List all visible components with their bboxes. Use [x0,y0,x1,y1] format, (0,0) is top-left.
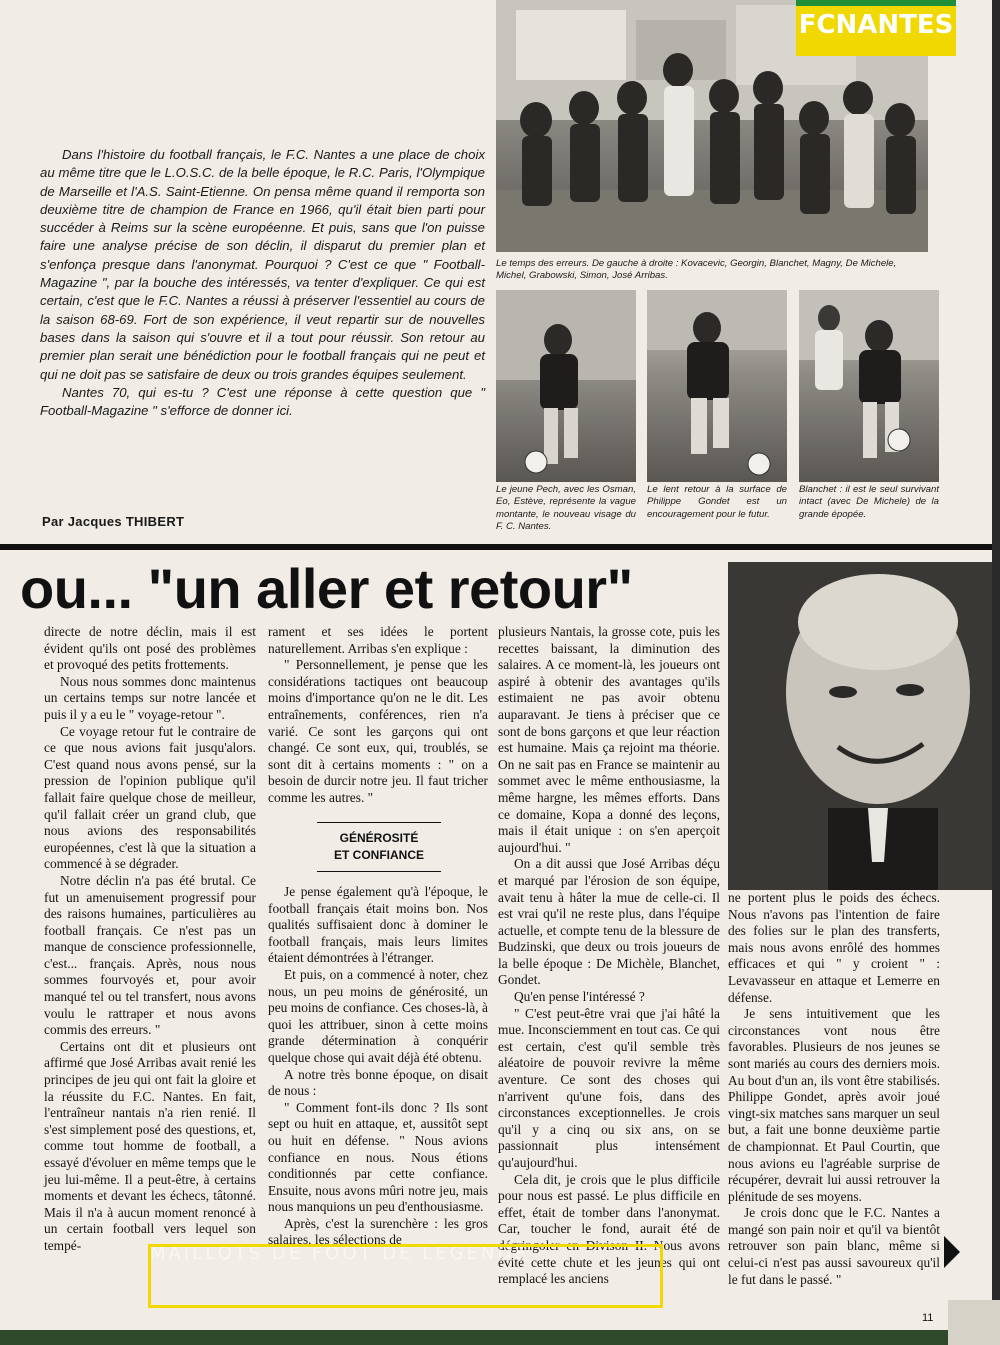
pech-caption: Le jeune Pech, avec les Osman, Eo, Estève, représente la vague montante, le nouveau visage du F. C. Nantes. [496,484,636,532]
article-column-3 [498,624,720,1288]
article-paragraph: Cela dit, je crois que le plus difficile pour nous est passé. Le plus difficile en effet, était de tomber dans l'anonymat. Car, toucher le fond, aurait été de dégringoler en Divison II. Nous avons évité cette chute et les jeunes qui ont remplacé les anciens [498,1171,720,1287]
article-paragraph: Notre déclin n'a pas été brutal. Ce fut un amenuisement progressif pour des raisons humaines, particulières au football français. Ce n'est pas un manque de conscience professionnelle, c'est... français. Après, nous nous sommes fourvoyés et, pour avoir manqué tel ou tel transfert, nous avons voulu le rattraper et nous avons commis des erreurs. " [44,872,256,1038]
article-paragraph: " Personnellement, je pense que les considérations tactiques ont beaucoup moins d'importance qu'on ne le dit. Les entraînements, conférences, rien n'a varié. Ce sont les garçons qui ont changé. Ce sont eux, qui, troublés, se sont dit à certains moments : " on a besoin de durcir notre jeu. Il faut tricher comme les autres. " [268,657,488,805]
bottom-background-band [0,1330,992,1345]
arribas-portrait [728,562,992,890]
article-paragraph: Qu'en pense l'intéressé ? [514,989,645,1005]
article-column-1 [44,624,256,1255]
subheading-box [317,822,441,872]
continue-arrow-icon [944,1236,960,1268]
subheading-line: ET CONFIANCE [334,848,424,862]
article-paragraph: Certains ont dit et plusieurs ont affirmé que José Arribas avait renié les principes de jeu qui ont fait la gloire et la réussite du F.C. Nantes. En fait, l'entraîneur nantais n'a rien renié. Il s'est simplement posé des questions, et, comme tout homme de football, a essayé d'évoluer en même temps que le jeu lui-même. Il a peut-être, à certains moments et devant les échecs, tâtonné. Mais il n'a à aucun moment renoncé à un certain football vers lequel son tempé- [44,1038,256,1253]
article-column-2-top [268,624,488,807]
article-paragraph: On a dit aussi que José Arribas déçu et marqué par l'érosion de son équipe, avait tenu à hâter la mue de celle-ci. Il est vrai qu'il ne reste plus, dans l'équipe actuelle, et compte tenu de la blessure de Budzinski, que deux ou trois joueurs de la belle époque : De Michèle, Blanchet, Gondet. [498,856,720,988]
article-column-2-bottom [268,884,488,1249]
watermark-frame [148,1244,663,1308]
page-number: 11 [922,1312,934,1324]
article-paragraph: Je sens intuitivement que les circonstances vont nous être favorables. Plusieurs de nos jeunes se sont mariés au cours des derniers mois. Au bout d'un an, ils vont être stabilisés. Philippe Gondet, après avoir joué vingt-six matches sans marquer un seul but, a fait une bonne deuxième partie de championnat. Et Paul Courtin, que nous avions eu l'agréable surprise de récupérer, devrait lui aussi retrouver la plénitude de ses moyens. [728,1006,940,1204]
gondet-photo [647,290,787,482]
article-paragraph: Après, c'est la surenchère : les gros salaires, les sélections de [268,1215,488,1248]
pech-photo-image [496,290,636,482]
intro-text [40,146,485,420]
article-paragraph: Et puis, on a commencé à noter, chez nous, un peu moins de générosité, un peu moins de confiance. Ces choses-là, à quoi les attribuer, sinon à cette moins grande détermination à conquérir quelque chose qui avait déjà été obtenu. [268,966,488,1065]
watermark-text: MAILLOTS DE FOOT DE LEGENDE [150,1243,529,1264]
article-column-4 [728,890,940,1288]
intro-paragraph: Dans l'histoire du football français, le F.C. Nantes a une place de choix au même titre que le L.O.S.C. de la belle époque, le R.C. Paris, l'Olympique de Marseille et l'A.S. Saint-Etienne. On pensa même quand il remporta son deuxième titre de champion de France en 1966, qu'il était bien parti pour succéder à Reims sur la scène européenne. Et puis, sans que l'on puisse faire une analyse précise de son déclin, il disparut du premier plan et s'enfonça presque dans l'anonymat. Pourquoi ? C'est ce que " Football-Magazine ", par la bouche des intéressés, va tenter d'expliquer. Ce qui est certain, c'est que le F.C. Nantes a réussi à préserver l'essentiel au cours de la saison 68-69. Fort de son expérience, il veut repartir sur de nouvelles bases dans la saison qui s'ouvre et il a tout pour réussir. Son retour au premier plan serait une bénédiction pour le football français qui ne peut et qui ne doit pas se satisfaire de deux ou trois grandes équipes seulement. [40,147,485,382]
fc-nantes-logo [796,0,956,56]
article-paragraph: ne portent plus le poids des échecs. Nous n'avons pas l'intention de faire des folies sur le plan des transferts, mais nous avons enrôlé des hommes efficaces et qui " y croient " : Levavasseur en attaque et Lemerre en défense. [728,890,940,1005]
pech-photo [496,290,636,482]
section-divider [0,544,992,550]
team-photo-caption: Le temps des erreurs. De gauche à droite : Kovacevic, Georgin, Blanchet, Magny, De Michele, Michel, Grabowski, Simon, José Arribas. [496,258,897,282]
article-paragraph: directe de notre déclin, mais il est évident qu'ils ont posé des problèmes et provoqué des petits frottements. [44,624,256,673]
gondet-caption: Le lent retour à la surface de Philippe Gondet est un encouragement pour le futur. [647,484,787,520]
blanchet-photo [799,290,939,482]
logo-text: FCNANTES [798,10,954,40]
article-paragraph: " Comment font-ils donc ? Ils sont sept ou huit en attaque, et, aussitôt sept ou huit en défense. " Nous avions confiance en nous. Nous étions conditionnés par cette confiance. Ensuite, nous avons mûri notre jeu, mais nous manquions un peu d'enthousiasme. [268,1099,488,1215]
article-paragraph: Je crois donc que le F.C. Nantes a mangé son pain noir et qu'il va bientôt retrouver son pain blanc, même si celui-ci n'est pas aussi savoureux qu'il le fut dans le passé. " [728,1205,940,1287]
article-paragraph: rament et ses idées le portent naturellement. Arribas s'en explique : [268,624,488,656]
article-paragraph: Ce voyage retour fut le contraire de ce que nous avions fait jusqu'alors. C'est quand nous avons pensé, sur la pression de l'opinion publique qu'il fallait faire quelque chose de meilleur, qu'il fallait créer un grand club, que nous avions des responsabilités européennes, c'est là que la situation a commencé à se dégrader. [44,723,256,872]
page-edge [948,1300,1000,1345]
headline: ou... "un aller et retour" [20,557,633,620]
article-paragraph: A notre très bonne époque, on disait de nous : [268,1066,488,1099]
blanchet-photo-image [799,290,939,482]
article-paragraph: Nous nous sommes donc maintenus un certains temps sur notre lancée et puis il y a eu le " voyage-retour ". [44,673,256,722]
gondet-photo-image [647,290,787,482]
intro-paragraph: Nantes 70, qui es-tu ? C'est une réponse à cette question que " Football-Magazine " s'efforce de donner ici. [40,384,485,419]
byline: Par Jacques THIBERT [42,514,185,529]
article-paragraph: plusieurs Nantais, la grosse cote, puis les recettes baissant, la diminution des salaires. A ce moment-là, les joueurs ont aspiré à obtenir des avantages qu'ils estimaient ne pas avoir obtenu auparavant. Je tiens à préciser que ce sont de bons garçons et que leur réaction est humaine. Mais ça rejoint ma théorie. On ne sait pas en France se maintenir au sommet avec le même enthousiasme, la même hargne, les mêmes efforts. Dans ce domaine, Kopa a donné des leçons, mais il était unique : on s'en aperçoit aujourd'hui. " [498,624,720,855]
logo-green-strip [796,0,956,6]
blanchet-caption: Blanchet : il est le seul survivant intact (avec De Michele) de la grande épopée. [799,484,939,520]
arribas-portrait-image [728,562,992,890]
article-paragraph: " C'est peut-être vrai que j'ai hâté la mue. Inconsciemment en tout cas. Ce qui est certain, c'est qu'il semble très aléatoire de pouvoir revivre la même aventure. Ce sont des choses qui n'arrivent qu'une fois, dans des circonstances exceptionnelles. Je crois qu'il y a cinq ou six ans, on se passionnait plus intensément qu'aujourd'hui. [498,1005,720,1170]
subheading-line: GÉNÉROSITÉ [339,831,419,845]
article-paragraph: Je pense également qu'à l'époque, le football français était moins bon. Nos qualités suffisaient donc à dominer le football français, mais leurs limites étaient démontrées à l'étranger. [268,884,488,966]
